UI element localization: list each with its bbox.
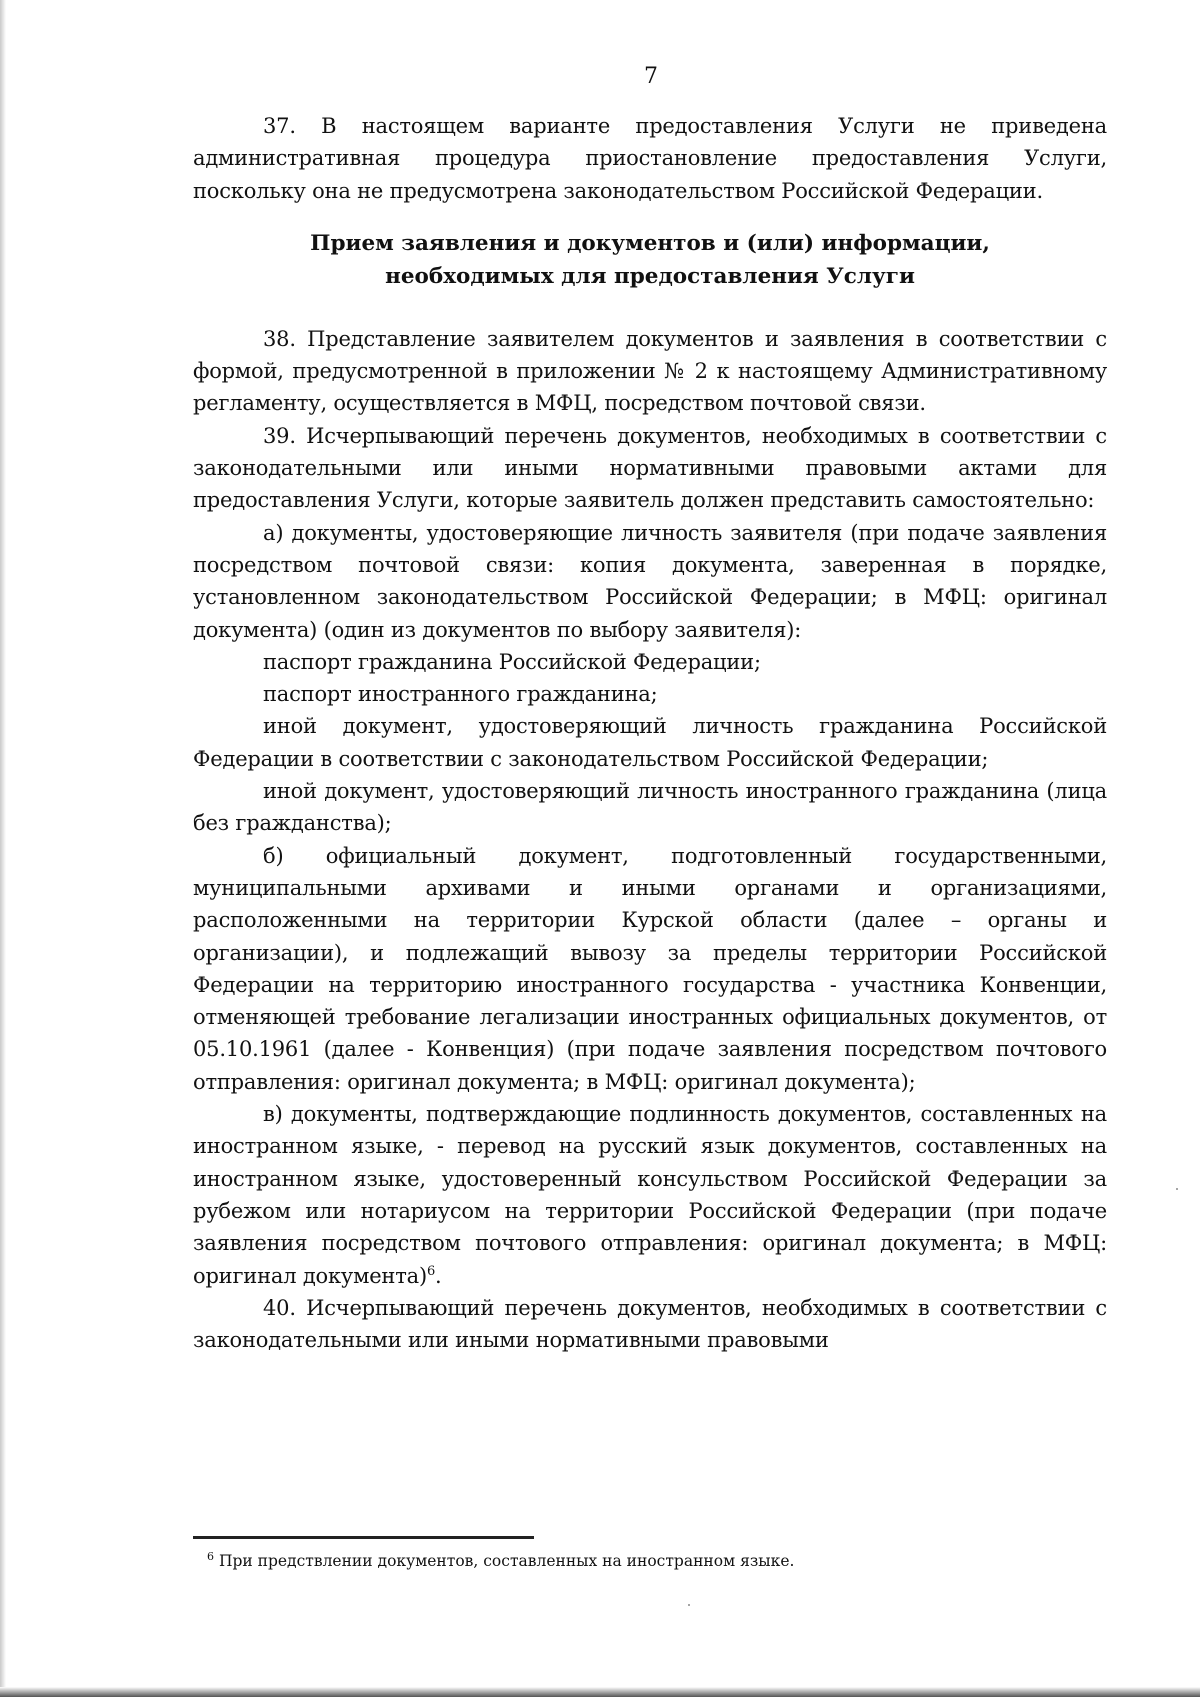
paragraph-37: 37. В настоящем варианте предоставления Услуги не приведена административная процедура приостановление предоставления Услуги, поскольку она не предусмотрена законодательством Российской Федерации. (193, 114, 1107, 203)
section-heading (193, 227, 1107, 293)
spacer (193, 293, 1107, 323)
scan-speck (688, 1604, 690, 1606)
paragraph-39-v: в) документы, подтверждающие подлинность документов, составленных на иностранном языке, - перевод на русский язык документов, составленных на иностранном языке, удостоверенный консульством Российской Федерации за рубежом или нотариусом на территории Российской Федерации (при подаче заявления посредством почтового отправления: оригинал документа; в МФЦ: оригинал документа)$^6$. (193, 1102, 1107, 1288)
paragraph-39-v-text: в) документы, подтверждающие подлинность документов, составленных на иностранном языке, - перевод на русский язык документов, составленных на иностранном языке, удостоверенный консульством Российской Федерации за рубежом или нотариусом на территории Российской Федерации (при подаче заявления посредством почтового отправления: оригинал документа; в МФЦ: оригинал документа) (193, 1102, 1107, 1288)
footnote-number: 6 (207, 1549, 214, 1563)
paragraph-39: 39. Исчерпывающий перечень документов, необходимых в соответствии с законодательными или иными нормативными правовыми актами для предоставления Услуги, которые заявитель должен представить самостоятельно: (193, 423, 1107, 513)
section-heading-line-1: Прием заявления и документов и (или) информации, (310, 230, 990, 256)
list-item-passport-rf: паспорт гражданина Российской Федерации; (263, 649, 761, 674)
paragraph-39-b: б) официальный документ, подготовленный государственными, муниципальными архивами и иными органами и организациями, расположенными на территории Курской области (далее – органы и организации), и подлежащий вывозу за пределы территории Российской Федерации на территорию иностранного государства - участника Конвенции, отменяющей требование легализации иностранных официальных документов, от 05.10.1961 (далее - Конвенция) (при подаче заявления посредством почтового отправления: оригинал документа; в МФЦ: оригинал документа); (193, 843, 1107, 1094)
list-item-other-doc-rf: иной документ, удостоверяющий личность гражданина Российской Федерации в соответствии с законодательством Российской Федерации; (193, 714, 1107, 771)
page-shadow-left (0, 0, 6, 1697)
footnote-separator (193, 1536, 534, 1539)
paragraph-40: 40. Исчерпывающий перечень документов, необходимых в соответствии с законодательными или иными нормативными правовыми (193, 1295, 1107, 1353)
document-body (193, 110, 1107, 1356)
page-number: 7 (644, 64, 658, 89)
page-shadow-bottom (0, 1687, 1200, 1697)
footnote-reference: 6 (426, 1263, 436, 1279)
list-item-passport-foreign: паспорт иностранного гражданина; (263, 682, 658, 707)
footnote (207, 1549, 1087, 1570)
paragraph-39-a: а) документы, удостоверяющие личность заявителя (при подаче заявления посредством почтовой связи: копия документа, заверенная в порядке, установленном законодательством Российской Федерации; в МФЦ: оригинал документа) (один из документов по выбору заявителя): (193, 520, 1107, 642)
list-item-other-doc-foreign: иной документ, удостоверяющий личность иностранного гражданина (лица без гражданства); (193, 779, 1107, 836)
paragraph-38: 38. Представление заявителем документов и заявления в соответствии с формой, предусмотренной в приложении № 2 к настоящему Административному регламенту, осуществляется в МФЦ, посредством почтовой связи. (193, 326, 1107, 416)
section-heading-line-2: необходимых для предоставления Услуги (385, 263, 915, 289)
scan-speck (1176, 1188, 1178, 1190)
footnote-text: При предствлении документов, составленных на иностранном языке. (218, 1552, 795, 1570)
